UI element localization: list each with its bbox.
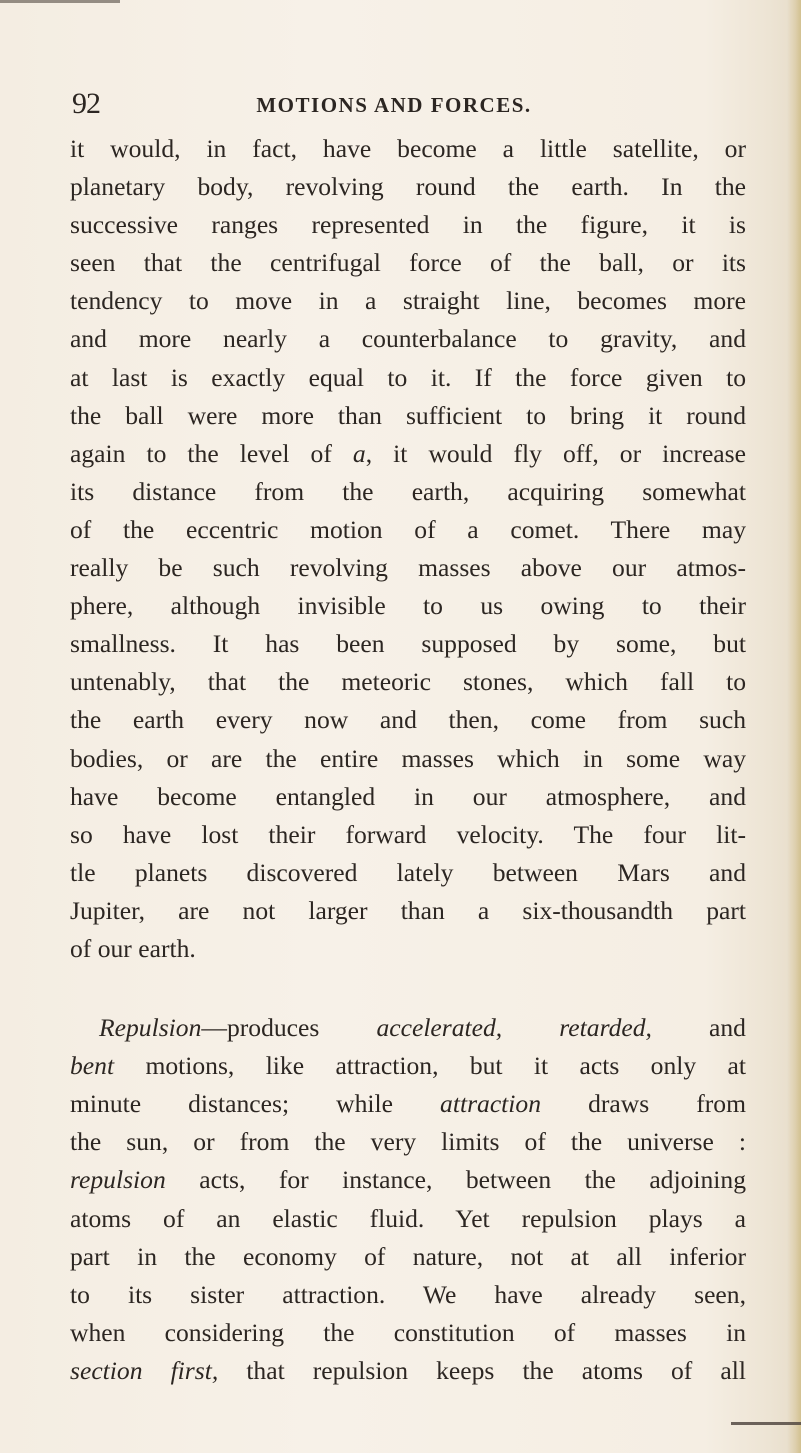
running-head: MOTIONS AND FORCES. bbox=[256, 93, 532, 117]
text-line bbox=[70, 1161, 746, 1199]
text-line: tendency to move in a straight line, becomes more bbox=[70, 286, 746, 316]
text-line: atoms of an elastic fluid. Yet repulsion plays a bbox=[70, 1203, 746, 1233]
bottom-edge-rule bbox=[731, 1422, 801, 1425]
text-line: to its sister attraction. We have already seen, bbox=[70, 1279, 746, 1309]
text-line: so have lost their forward velocity. The four lit- bbox=[70, 819, 746, 849]
top-edge-rule bbox=[0, 0, 120, 3]
text-line: tle planets discovered lately between Mars and bbox=[70, 857, 746, 887]
text-line: successive ranges represented in the figure, it is bbox=[70, 210, 746, 240]
text-line: part in the economy of nature, not at all inferior bbox=[70, 1241, 746, 1271]
text-line: bodies, or are the entire masses which in some way bbox=[70, 743, 746, 773]
text-fragment: motions, like attraction, but it acts only at bbox=[145, 1051, 746, 1081]
text-line: smallness. It has been supposed by some, but bbox=[70, 629, 746, 659]
text-line bbox=[70, 1085, 746, 1123]
paragraph-2 bbox=[70, 1009, 746, 1390]
text-line: when considering the constitution of masses in bbox=[70, 1317, 746, 1347]
text-line bbox=[70, 1047, 746, 1085]
italic-term: retarded, bbox=[559, 1013, 652, 1043]
text-line bbox=[70, 1352, 746, 1390]
italic-term: attraction bbox=[440, 1089, 541, 1119]
paragraph-1 bbox=[70, 130, 746, 968]
page-number: 92 bbox=[72, 87, 100, 120]
text-line: it would, in fact, have become a little satellite, or bbox=[70, 134, 746, 163]
italic-letter: a bbox=[352, 438, 366, 468]
italic-term: section first, bbox=[70, 1355, 219, 1385]
text-fragment: minute distances; while bbox=[70, 1089, 393, 1119]
text-line: really be such revolving masses above our atmos- bbox=[70, 553, 746, 583]
text-fragment: and bbox=[709, 1013, 746, 1043]
text-line bbox=[70, 1009, 746, 1047]
text-line: of our earth. bbox=[70, 933, 196, 963]
italic-term: bent bbox=[70, 1051, 115, 1081]
text-line: Jupiter, are not larger than a six-thousandth part bbox=[70, 895, 746, 925]
text-line: the earth every now and then, come from such bbox=[70, 705, 746, 735]
text-line: at last is exactly equal to it. If the force given to bbox=[70, 362, 746, 392]
text-line: and more nearly a counterbalance to gravity, and bbox=[70, 324, 746, 354]
text-fragment: , it would fly off, or increase bbox=[365, 438, 746, 468]
text-fragment: acts, for instance, between the adjoining bbox=[199, 1165, 746, 1195]
text-line: phere, although invisible to us owing to their bbox=[70, 591, 746, 621]
text-fragment: —produces bbox=[201, 1013, 320, 1043]
text-line: its distance from the earth, acquiring somewhat bbox=[70, 476, 746, 506]
text-line: untenably, that the meteoric stones, which fall to bbox=[70, 667, 746, 697]
body-text bbox=[70, 130, 746, 1390]
text-line: the sun, or from the very limits of the universe : bbox=[70, 1127, 746, 1157]
italic-term: repulsion bbox=[70, 1165, 166, 1195]
text-line: seen that the centrifugal force of the ball, or its bbox=[70, 248, 746, 278]
text-line bbox=[70, 435, 746, 473]
page-header bbox=[72, 82, 732, 122]
italic-term: Repulsion bbox=[99, 1013, 202, 1043]
text-line: have become entangled in our atmosphere, and bbox=[70, 781, 746, 811]
page-edge-shadow bbox=[787, 0, 801, 1453]
text-fragment: draws from bbox=[588, 1089, 746, 1119]
text-line: planetary body, revolving round the earth. In the bbox=[70, 172, 746, 202]
text-fragment: that repulsion keeps the atoms of all bbox=[246, 1355, 746, 1385]
text-line: of the eccentric motion of a comet. There may bbox=[70, 514, 746, 544]
text-line: the ball were more than sufficient to bring it round bbox=[70, 400, 746, 430]
text-fragment: again to the level of bbox=[70, 438, 332, 468]
italic-term: accelerated, bbox=[376, 1013, 503, 1043]
